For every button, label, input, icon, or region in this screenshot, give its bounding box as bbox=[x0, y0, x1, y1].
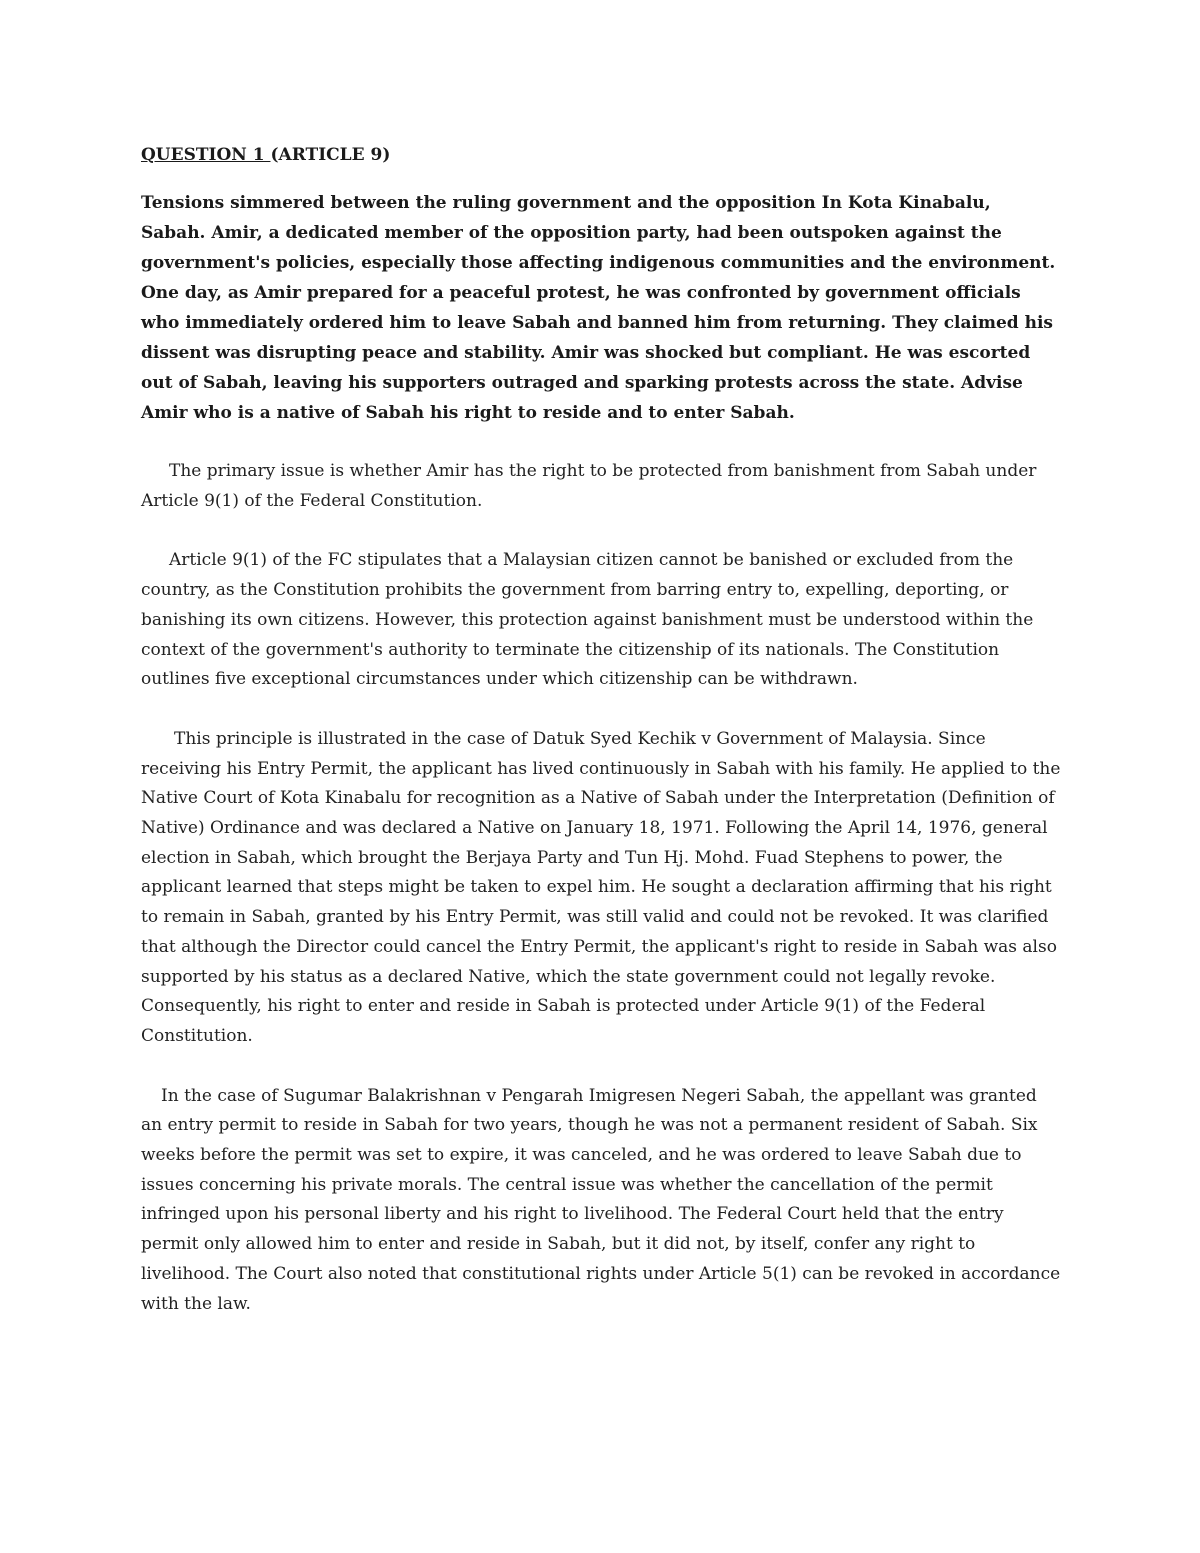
issue-paragraph: The primary issue is whether Amir has the right to be protected from banishment from Sabah under Article 9(1) of the Federal Constitution. bbox=[141, 461, 1037, 511]
case-syed-kechik-paragraph: This principle is illustrated in the case of Datuk Syed Kechik v Government of Malaysia. Since receiving his Entry Permit, the applicant has lived continuously in Sabah with his family. He applied to the Native Court of Kota Kinabalu for recognition as a Native of Sabah under the Interpretation (Definition of Native) Ordinance and was declared a Native on January 18, 1971. Following the April 14, 1976, general election in Sabah, which brought the Berjaya Party and Tun Hj. Mohd. Fuad Stephens to power, the applicant learned that steps might be taken to expel him. He sought a declaration affirming that his right to remain in Sabah, granted by his Entry Permit, was still valid and could not be revoked. It was clarified that although the Director could cancel the Entry Permit, the applicant's right to reside in Sabah was also supported by his status as a declared Native, which the state government could not legally revoke. Consequently, his right to enter and reside in Sabah is protected under Article 9(1) of the Federal Constitution. bbox=[141, 728, 1061, 1046]
question-text: Tensions simmered between the ruling government and the opposition In Kota Kinabalu, Sabah. Amir, a dedicated member of the opposition party, had been outspoken against the government's policies, especially those affecting indigenous communities and the environment. One day, as Amir prepared for a peaceful protest, he was confronted by government officials who immediately ordered him to leave Sabah and banned him from returning. They claimed his dissent was disrupting peace and stability. Amir was shocked but compliant. He was escorted out of Sabah, leaving his supporters outraged and sparking protests across the state. Advise Amir who is a native of Sabah his right to reside and to enter Sabah. bbox=[141, 193, 1056, 423]
question-number: QUESTION 1 bbox=[141, 145, 271, 165]
law-paragraph: Article 9(1) of the FC stipulates that a Malaysian citizen cannot be banished or excluded from the country, as the Constitution prohibits the government from barring entry to, expelling, deporting, or banishing its own citizens. However, this protection against banishment must be understood within the context of the government's authority to terminate the citizenship of its nationals. The Constitution outlines five exceptional circumstances under which citizenship can be withdrawn. bbox=[141, 550, 1034, 690]
case-sugumar-paragraph: In the case of Sugumar Balakrishnan v Pengarah Imigresen Negeri Sabah, the appellant was granted an entry permit to reside in Sabah for two years, though he was not a permanent resident of Sabah. Six weeks before the permit was set to expire, it was canceled, and he was ordered to leave Sabah due to issues concerning his private morals. The central issue was whether the cancellation of the permit infringed upon his personal liberty and his right to livelihood. The Federal Court held that the entry permit only allowed him to enter and reside in Sabah, but it did not, by itself, confer any right to livelihood. The Court also noted that constitutional rights under Article 5(1) can be revoked in accordance with the law. bbox=[141, 1085, 1061, 1314]
article-reference: (ARTICLE 9) bbox=[270, 145, 391, 165]
document-page bbox=[141, 140, 1061, 1349]
question-heading bbox=[141, 140, 1061, 170]
